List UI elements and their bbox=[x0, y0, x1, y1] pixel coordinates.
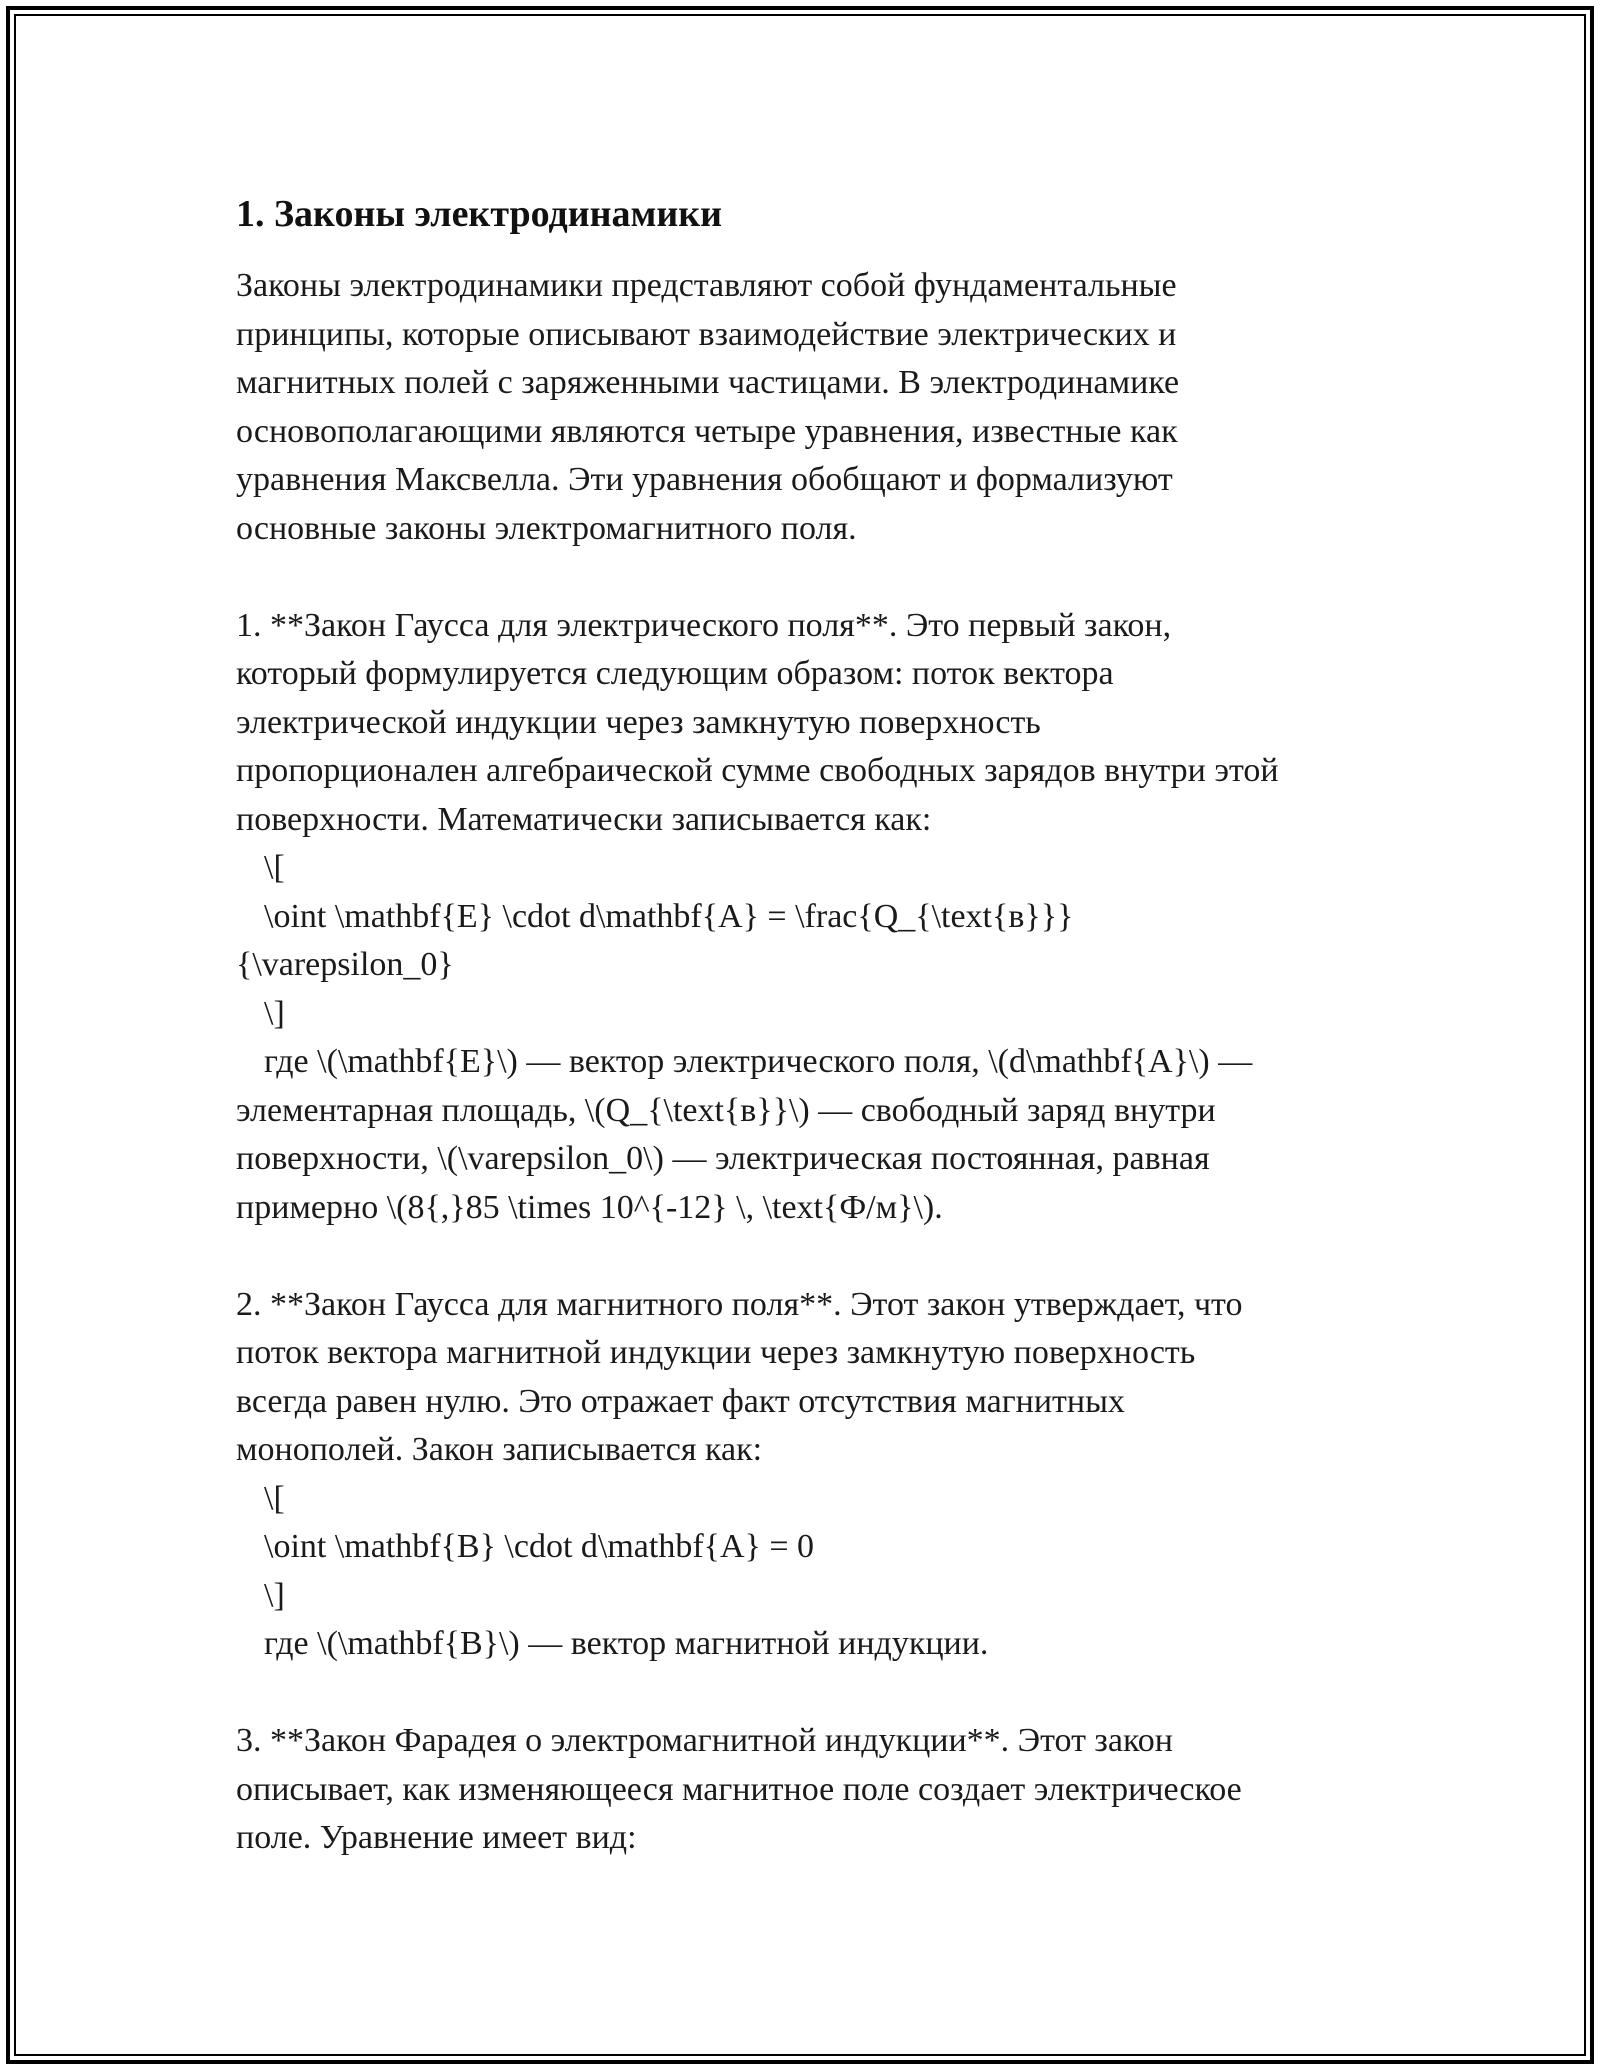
law1-formula-close: \] bbox=[264, 994, 285, 1032]
intro-paragraph bbox=[236, 262, 1396, 553]
law3-line: описывает, как изменяющееся магнитное поле создает электрическое bbox=[236, 1770, 1242, 1808]
law2-formula-open: \[ bbox=[264, 1479, 285, 1517]
law3-paragraph bbox=[236, 1717, 1396, 1863]
paragraph-gap bbox=[236, 553, 1396, 602]
law1-line: электрической индукции через замкнутую поверхность bbox=[236, 703, 1041, 741]
law1-where-line: примерно \(8{,}85 \times 10^{-12} \, \text{Ф/м}\). bbox=[236, 1188, 943, 1226]
intro-line: магнитных полей с заряженными частицами. В электродинамике bbox=[236, 364, 1180, 401]
law2-line: 2. **Закон Гаусса для магнитного поля**. Этот закон утверждает, что bbox=[236, 1285, 1243, 1323]
intro-line: Законы электродинамики представляют собой фундаментальные bbox=[236, 267, 1177, 304]
paragraph-gap bbox=[236, 1232, 1396, 1281]
law1-line: который формулируется следующим образом: поток вектора bbox=[236, 655, 1114, 692]
law1-formula-open: \[ bbox=[264, 849, 285, 886]
law1-line: пропорционален алгебраической сумме свободных зарядов внутри этой bbox=[236, 752, 1279, 789]
paragraph-gap bbox=[236, 1669, 1396, 1718]
law2-line: всегда равен нулю. Это отражает факт отсутствия магнитных bbox=[236, 1382, 1125, 1420]
law1-line: поверхности. Математически записывается как: bbox=[236, 800, 932, 838]
law1-where-line: поверхности, \(\varepsilon_0\) — электрическая постоянная, равная bbox=[236, 1140, 1210, 1177]
intro-line: принципы, которые описывают взаимодействие электрических и bbox=[236, 315, 1177, 353]
document-body bbox=[236, 186, 1396, 1863]
law2-formula: \oint \mathbf{B} \cdot d\mathbf{A} = 0 bbox=[264, 1528, 815, 1565]
law1-formula-continuation: {\varepsilon_0} bbox=[236, 946, 454, 983]
law1-where-line: где \(\mathbf{E}\) — вектор электрического поля, \(d\mathbf{A}\) — bbox=[264, 1043, 1253, 1080]
intro-line: основополагающими являются четыре уравнения, известные как bbox=[236, 412, 1178, 450]
law1-where-line: элементарная площадь, \(Q_{\text{в}}\) — свободный заряд внутри bbox=[236, 1091, 1216, 1129]
law3-line: поле. Уравнение имеет вид: bbox=[236, 1819, 637, 1856]
law2-line: монополей. Закон записывается как: bbox=[236, 1431, 763, 1468]
law1-paragraph bbox=[236, 602, 1396, 1233]
law1-line: 1. **Закон Гаусса для электрического поля**. Это первый закон, bbox=[236, 606, 1172, 644]
law2-paragraph bbox=[236, 1281, 1396, 1669]
section-heading: 1. Законы электродинамики bbox=[236, 193, 723, 235]
law2-formula-close: \] bbox=[264, 1576, 285, 1614]
law1-formula: \oint \mathbf{E} \cdot d\mathbf{A} = \frac{Q_{\text{в}}} bbox=[264, 897, 1074, 935]
intro-line: основные законы электромагнитного поля. bbox=[236, 509, 857, 547]
law2-line: поток вектора магнитной индукции через замкнутую поверхность bbox=[236, 1334, 1196, 1371]
law2-where-line: где \(\mathbf{B}\) — вектор магнитной индукции. bbox=[264, 1625, 989, 1662]
law3-line: 3. **Закон Фарадея о электромагнитной индукции**. Этот закон bbox=[236, 1722, 1173, 1759]
intro-line: уравнения Максвелла. Эти уравнения обобщают и формализуют bbox=[236, 461, 1173, 498]
